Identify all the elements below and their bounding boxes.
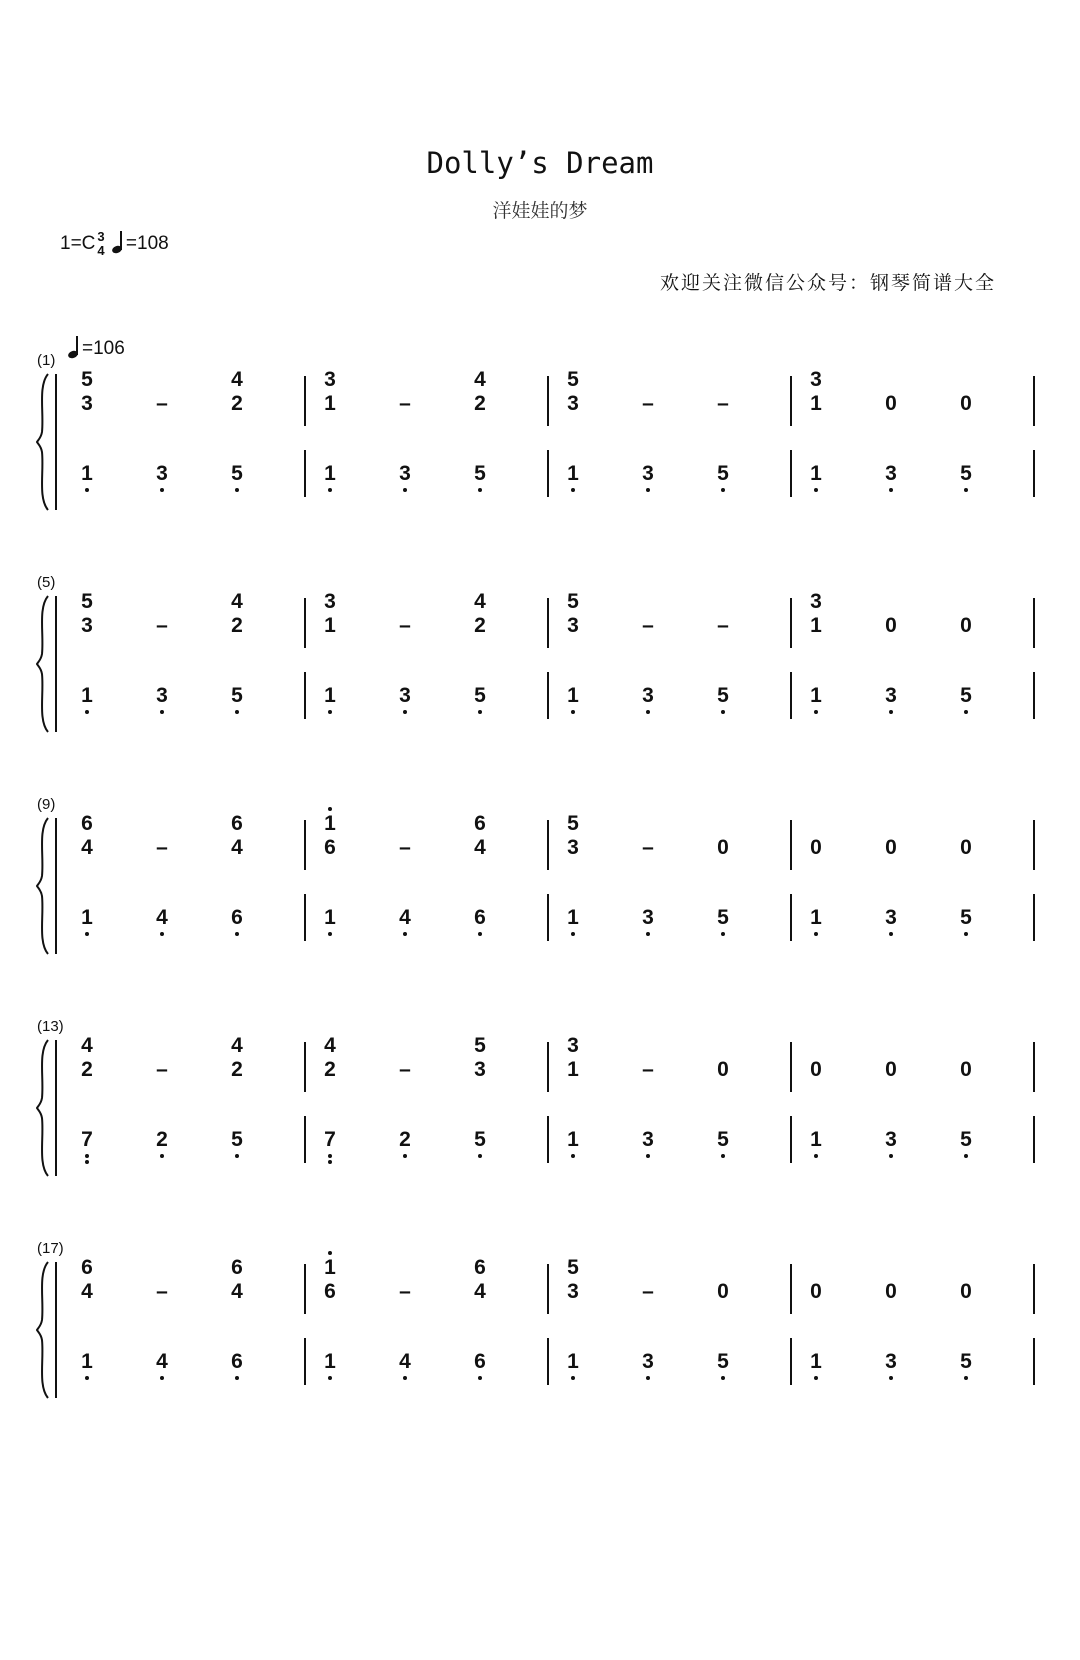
lower-note: 0	[960, 836, 972, 859]
measure-number: (9)	[37, 796, 56, 813]
upper-note: 4	[231, 590, 243, 613]
lower-note: 4	[81, 1280, 93, 1303]
grand-staff-brace	[36, 816, 66, 956]
bar-line	[547, 820, 549, 870]
lower-note: 3	[567, 1280, 579, 1303]
bar-line	[1033, 820, 1035, 870]
octave-dot	[160, 1154, 164, 1158]
octave-dot	[328, 932, 332, 936]
bass-note: 1	[558, 684, 588, 708]
bar-line	[547, 598, 549, 648]
score-system	[0, 352, 1080, 532]
lower-note: 0	[810, 1058, 822, 1081]
bar-line	[547, 894, 549, 941]
bass-note: 1	[558, 462, 588, 486]
upper-note: 4	[231, 1034, 243, 1057]
octave-dot	[889, 932, 893, 936]
bass-note: 4	[390, 906, 420, 930]
bass-note: 3	[876, 1128, 906, 1152]
bar-line	[1033, 376, 1035, 426]
octave-dot	[571, 932, 575, 936]
lower-note: 1	[567, 1058, 579, 1081]
octave-dot	[85, 932, 89, 936]
lower-note: 6	[324, 1280, 336, 1303]
upper-note: 4	[231, 368, 243, 391]
octave-dot	[328, 710, 332, 714]
bass-note: 3	[633, 1350, 663, 1374]
upper-note: 6	[474, 812, 486, 835]
octave-dot	[721, 488, 725, 492]
lower-note: 0	[885, 1280, 897, 1303]
octave-dot	[889, 1154, 893, 1158]
lower-note: 1	[810, 392, 822, 415]
lower-note: 6	[324, 836, 336, 859]
bass-note: 1	[315, 684, 345, 708]
lower-note: 1	[324, 392, 336, 415]
key-signature	[60, 230, 169, 258]
octave-dot	[646, 488, 650, 492]
octave-dot	[478, 1154, 482, 1158]
bass-note: 3	[633, 462, 663, 486]
dash: –	[156, 614, 168, 637]
bass-note: 5	[708, 462, 738, 486]
octave-dot	[478, 488, 482, 492]
bass-note: 1	[558, 1350, 588, 1374]
lower-note: 0	[885, 614, 897, 637]
bass-note: 1	[801, 906, 831, 930]
lower-note: 4	[231, 836, 243, 859]
bar-line	[304, 376, 306, 426]
octave-dot	[235, 932, 239, 936]
octave-dot	[235, 488, 239, 492]
octave-dot	[814, 932, 818, 936]
bass-note: 1	[72, 684, 102, 708]
octave-dot	[85, 488, 89, 492]
grand-staff-brace	[36, 372, 66, 512]
bass-note: 5	[708, 1128, 738, 1152]
upper-note: 5	[567, 812, 579, 835]
dash: –	[156, 1058, 168, 1081]
bass-note: 5	[708, 906, 738, 930]
octave-dot	[721, 1154, 725, 1158]
bar-line	[304, 1338, 306, 1385]
octave-dot	[814, 1154, 818, 1158]
lower-note: 0	[810, 836, 822, 859]
octave-dot	[328, 1251, 332, 1255]
bar-line	[1033, 598, 1035, 648]
octave-dot	[160, 710, 164, 714]
octave-dot	[235, 710, 239, 714]
bass-note: 1	[315, 906, 345, 930]
dash: –	[399, 1280, 411, 1303]
lower-note: 0	[960, 614, 972, 637]
measure-number: (5)	[37, 574, 56, 591]
lower-note: 0	[885, 392, 897, 415]
score-system	[0, 1018, 1080, 1198]
upper-note: 1	[315, 1256, 345, 1280]
octave-dot	[328, 1376, 332, 1380]
bass-note: 5	[951, 1128, 981, 1152]
octave-dot	[646, 710, 650, 714]
bass-note: 5	[222, 462, 252, 486]
octave-dot	[814, 710, 818, 714]
octave-dot	[403, 1376, 407, 1380]
octave-dot	[571, 1154, 575, 1158]
octave-dot	[403, 1154, 407, 1158]
octave-dot	[964, 932, 968, 936]
lower-note: 3	[81, 614, 93, 637]
score-system	[0, 574, 1080, 754]
bass-note: 3	[147, 462, 177, 486]
bar-line	[1033, 1042, 1035, 1092]
grand-staff-brace	[36, 1038, 66, 1178]
upper-note: 5	[567, 368, 579, 391]
lower-note: 2	[231, 1058, 243, 1081]
bar-line	[304, 598, 306, 648]
bass-note: 2	[147, 1128, 177, 1152]
octave-dot	[889, 710, 893, 714]
lower-note: 3	[567, 392, 579, 415]
upper-note: 5	[81, 590, 93, 613]
lower-note: 2	[474, 392, 486, 415]
octave-dot	[478, 1376, 482, 1380]
bass-note: 1	[72, 906, 102, 930]
bar-line	[547, 672, 549, 719]
upper-note: 1	[315, 812, 345, 836]
bass-note: 1	[315, 462, 345, 486]
bar-line	[790, 1338, 792, 1385]
bass-note: 6	[465, 906, 495, 930]
lower-note: 3	[567, 836, 579, 859]
bar-line	[304, 672, 306, 719]
octave-dot	[889, 488, 893, 492]
lower-note: 2	[231, 392, 243, 415]
lower-note: 1	[810, 614, 822, 637]
upper-note: 5	[567, 1256, 579, 1279]
bar-line	[790, 598, 792, 648]
octave-dot	[403, 932, 407, 936]
bass-note: 1	[558, 1128, 588, 1152]
octave-dot	[160, 1376, 164, 1380]
bass-note: 5	[222, 1128, 252, 1152]
bar-line	[790, 894, 792, 941]
measure-number: (1)	[37, 352, 56, 369]
dash: –	[156, 392, 168, 415]
upper-note: 6	[474, 1256, 486, 1279]
bass-note: 3	[876, 684, 906, 708]
bar-line	[790, 450, 792, 497]
bass-note: 1	[801, 1350, 831, 1374]
bass-note: 5	[465, 462, 495, 486]
bar-line	[1033, 672, 1035, 719]
upper-note: 3	[810, 368, 822, 391]
upper-note: 5	[474, 1034, 486, 1057]
upper-note: 6	[81, 1256, 93, 1279]
octave-dot	[814, 1376, 818, 1380]
octave-dot	[328, 1160, 332, 1164]
bass-note: 6	[222, 906, 252, 930]
bar-line	[547, 450, 549, 497]
bar-line	[790, 1264, 792, 1314]
octave-dot	[889, 1376, 893, 1380]
octave-dot	[328, 807, 332, 811]
time-numerator: 3	[97, 229, 105, 244]
octave-dot	[964, 488, 968, 492]
bass-note: 3	[876, 1350, 906, 1374]
dash: –	[399, 1058, 411, 1081]
octave-dot	[403, 710, 407, 714]
octave-dot	[571, 710, 575, 714]
bass-note: 5	[951, 684, 981, 708]
lower-note: 0	[960, 1058, 972, 1081]
octave-dot	[646, 1376, 650, 1380]
lower-note: 0	[717, 1058, 729, 1081]
lower-note: 0	[960, 1280, 972, 1303]
bar-line	[790, 376, 792, 426]
bass-note: 3	[147, 684, 177, 708]
octave-dot	[721, 932, 725, 936]
octave-dot	[964, 1376, 968, 1380]
upper-note: 4	[474, 368, 486, 391]
bar-line	[547, 376, 549, 426]
bass-note: 5	[465, 1128, 495, 1152]
bass-note: 4	[147, 1350, 177, 1374]
bass-note: 1	[315, 1350, 345, 1374]
bar-line	[304, 450, 306, 497]
dash: –	[399, 392, 411, 415]
measure-number: (17)	[37, 1240, 64, 1257]
bar-line	[304, 1116, 306, 1163]
bass-note: 6	[465, 1350, 495, 1374]
bar-line	[1033, 1338, 1035, 1385]
bar-line	[1033, 1116, 1035, 1163]
bass-note: 3	[390, 684, 420, 708]
bass-note: 5	[222, 684, 252, 708]
lower-note: 4	[231, 1280, 243, 1303]
bar-line	[1033, 1264, 1035, 1314]
octave-dot	[235, 1376, 239, 1380]
upper-note: 3	[810, 590, 822, 613]
bass-note: 3	[633, 684, 663, 708]
lower-note: 4	[81, 836, 93, 859]
bass-note: 3	[633, 906, 663, 930]
quarter-note-icon	[112, 231, 124, 253]
octave-dot	[571, 1376, 575, 1380]
dash: –	[642, 1058, 654, 1081]
bass-note: 1	[72, 1350, 102, 1374]
score-title: Dolly’s Dream	[426, 146, 654, 180]
bar-line	[304, 1042, 306, 1092]
score-system	[0, 796, 1080, 976]
bass-note: 4	[147, 906, 177, 930]
bar-line	[304, 1264, 306, 1314]
octave-dot	[160, 488, 164, 492]
measure-number: (13)	[37, 1018, 64, 1035]
bar-line	[1033, 450, 1035, 497]
octave-dot	[646, 1154, 650, 1158]
bar-line	[547, 1338, 549, 1385]
lower-note: 0	[810, 1280, 822, 1303]
bass-note: 5	[708, 1350, 738, 1374]
bass-note: 5	[708, 684, 738, 708]
upper-note: 6	[81, 812, 93, 835]
grand-staff-brace	[36, 594, 66, 734]
lower-note: 2	[231, 614, 243, 637]
bass-note: 3	[876, 462, 906, 486]
grand-staff-brace	[36, 1260, 66, 1400]
octave-dot	[403, 488, 407, 492]
octave-dot	[814, 488, 818, 492]
lower-note: 3	[567, 614, 579, 637]
octave-dot	[160, 932, 164, 936]
lower-note: 3	[81, 392, 93, 415]
bar-line	[304, 820, 306, 870]
bass-note: 7	[72, 1128, 102, 1152]
bass-note: 3	[390, 462, 420, 486]
score-system	[0, 1240, 1080, 1420]
bass-note: 6	[222, 1350, 252, 1374]
lower-note: 2	[474, 614, 486, 637]
octave-dot	[721, 1376, 725, 1380]
octave-dot	[571, 488, 575, 492]
bass-note: 2	[390, 1128, 420, 1152]
upper-note: 5	[81, 368, 93, 391]
bar-line	[547, 1116, 549, 1163]
tempo-label: =108	[125, 233, 169, 255]
octave-dot	[328, 488, 332, 492]
bass-note: 1	[801, 684, 831, 708]
lower-note: 3	[474, 1058, 486, 1081]
lower-note: 0	[885, 1058, 897, 1081]
bass-note: 7	[315, 1128, 345, 1152]
upper-note: 5	[567, 590, 579, 613]
octave-dot	[646, 932, 650, 936]
upper-note: 3	[324, 590, 336, 613]
dash: –	[642, 1280, 654, 1303]
bass-note: 3	[876, 906, 906, 930]
lower-note: 1	[324, 614, 336, 637]
upper-note: 4	[474, 590, 486, 613]
octave-dot	[964, 710, 968, 714]
bass-note: 5	[951, 1350, 981, 1374]
bar-line	[547, 1264, 549, 1314]
upper-note: 3	[567, 1034, 579, 1057]
dash: –	[717, 392, 729, 415]
octave-dot	[85, 1160, 89, 1164]
lower-note: 2	[324, 1058, 336, 1081]
upper-note: 4	[324, 1034, 336, 1057]
score-subtitle: 洋娃娃的梦	[492, 200, 588, 222]
tempo-marking-value: =106	[82, 338, 125, 359]
bass-note: 1	[558, 906, 588, 930]
key-label: 1=C	[60, 233, 96, 255]
octave-dot	[85, 1376, 89, 1380]
octave-dot	[85, 710, 89, 714]
octave-dot	[478, 710, 482, 714]
lower-note: 0	[960, 392, 972, 415]
lower-note: 0	[717, 836, 729, 859]
time-signature	[97, 230, 104, 258]
welcome-text: 欢迎关注微信公众号：钢琴简谱大全	[659, 272, 996, 294]
upper-note: 4	[81, 1034, 93, 1057]
bar-line	[304, 894, 306, 941]
bar-line	[790, 672, 792, 719]
bass-note: 1	[801, 462, 831, 486]
dash: –	[156, 836, 168, 859]
lower-note: 2	[81, 1058, 93, 1081]
octave-dot	[85, 1154, 89, 1158]
bass-note: 5	[951, 906, 981, 930]
bar-line	[790, 1042, 792, 1092]
bar-line	[1033, 894, 1035, 941]
bass-note: 5	[465, 684, 495, 708]
bar-line	[790, 1116, 792, 1163]
upper-note: 3	[324, 368, 336, 391]
octave-dot	[721, 710, 725, 714]
bass-note: 1	[72, 462, 102, 486]
bass-note: 1	[801, 1128, 831, 1152]
bar-line	[547, 1042, 549, 1092]
octave-dot	[478, 932, 482, 936]
dash: –	[642, 614, 654, 637]
time-denominator: 4	[97, 243, 105, 258]
octave-dot	[328, 1154, 332, 1158]
lower-note: 0	[717, 1280, 729, 1303]
dash: –	[642, 836, 654, 859]
bass-note: 3	[633, 1128, 663, 1152]
dash: –	[399, 614, 411, 637]
dash: –	[642, 392, 654, 415]
dash: –	[156, 1280, 168, 1303]
octave-dot	[235, 1154, 239, 1158]
upper-note: 6	[231, 812, 243, 835]
dash: –	[399, 836, 411, 859]
lower-note: 4	[474, 1280, 486, 1303]
bar-line	[790, 820, 792, 870]
octave-dot	[964, 1154, 968, 1158]
lower-note: 0	[885, 836, 897, 859]
dash: –	[717, 614, 729, 637]
upper-note: 6	[231, 1256, 243, 1279]
bass-note: 5	[951, 462, 981, 486]
bass-note: 4	[390, 1350, 420, 1374]
lower-note: 4	[474, 836, 486, 859]
